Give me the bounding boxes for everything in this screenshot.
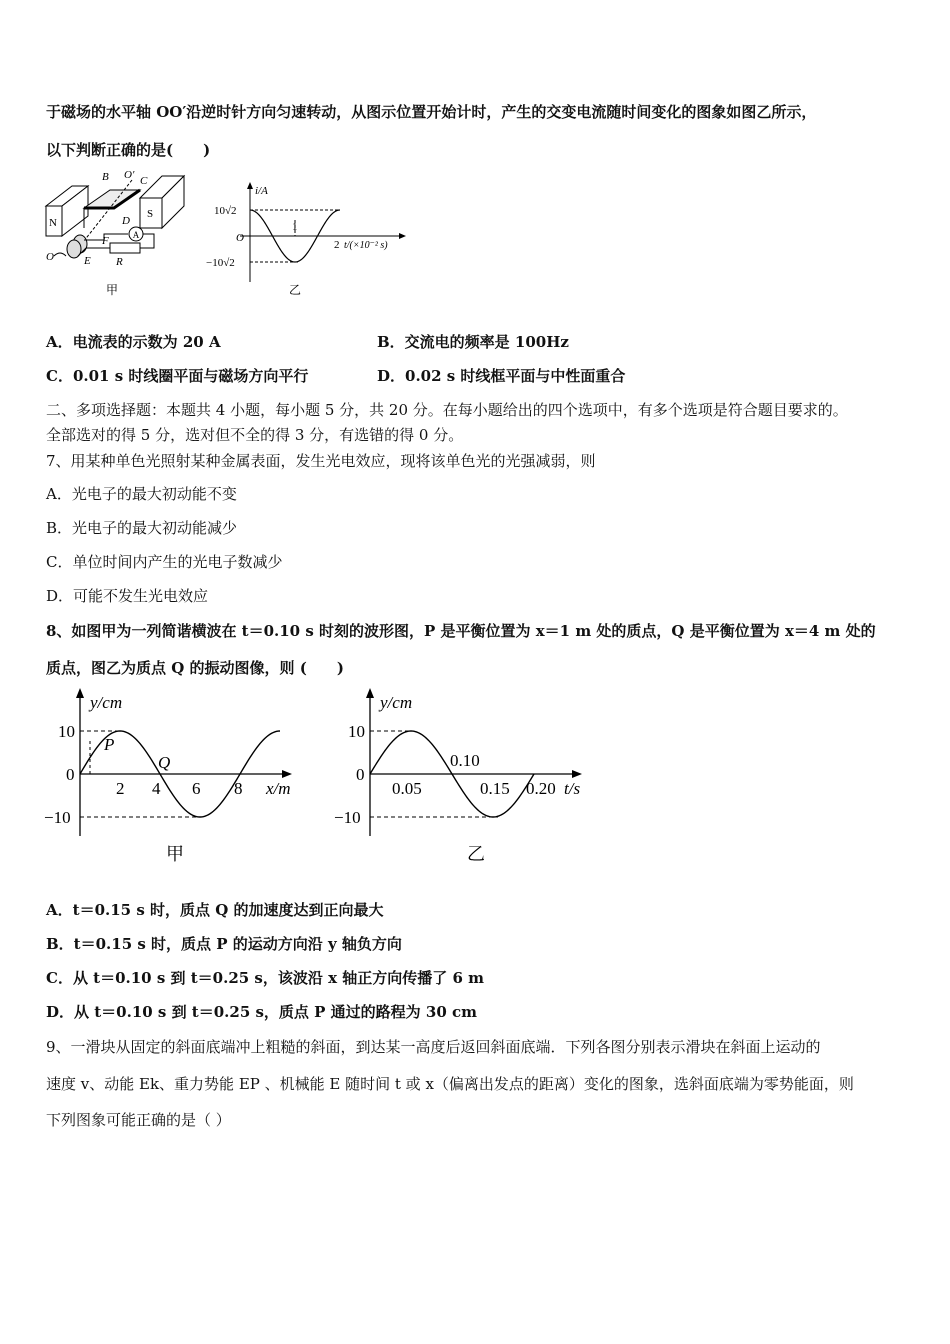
q6-option-a: A．电流表的示数为 20 A <box>46 333 221 351</box>
ytick-neg10: −10 <box>44 808 71 827</box>
q8-figure-vibration <box>330 686 600 866</box>
label-q: Q <box>158 753 171 772</box>
label-b: B <box>102 171 109 183</box>
ytick-0: 0 <box>356 765 365 784</box>
label-d: D <box>122 215 130 227</box>
q6-figure-current-graph <box>200 180 410 300</box>
y-axis-label: y/cm <box>90 693 123 712</box>
q6-option-c: C．0.01 s 时线圈平面与磁场方向平行 <box>46 367 309 385</box>
label-ammeter: A <box>132 230 140 240</box>
xtick-020: 0.20 <box>526 779 556 798</box>
label-f: F <box>102 235 109 247</box>
xtick-015: 0.15 <box>480 779 510 798</box>
q7-option-c: C．单位时间内产生的光电子数减少 <box>46 553 283 571</box>
origin-label: O <box>236 232 244 244</box>
q8-option-a: A．t＝0.15 s 时，质点 Q 的加速度达到正向最大 <box>46 901 384 919</box>
q6-option-b: B．交流电的频率是 100Hz <box>377 333 569 351</box>
section2-line2: 全部选对的得 5 分，选对但不全的得 3 分，有选错的得 0 分。 <box>46 426 464 444</box>
q6-stem-line2: 以下判断正确的是( ) <box>46 141 211 159</box>
xtick-2: 2 <box>334 239 340 251</box>
xtick-010: 0.10 <box>450 751 480 770</box>
ytick-0: 0 <box>66 765 75 784</box>
x-axis-label: t/(×10⁻² s) <box>344 240 388 251</box>
xtick-005: 0.05 <box>392 779 422 798</box>
q8-figure-wave <box>40 686 310 866</box>
caption-jia: 甲 <box>166 844 184 864</box>
ytick-bottom: −10√2 <box>206 257 235 269</box>
label-o-prime: O′ <box>124 169 135 181</box>
label-r: R <box>116 256 123 268</box>
caption-yi: 乙 <box>288 283 302 297</box>
q8-stem-line1: 8、如图甲为一列简谐横波在 t＝0.10 s 时刻的波形图，P 是平衡位置为 x＝1 m 处的质点，Q 是平衡位置为 x＝4 m 处的 <box>46 622 876 640</box>
xtick-2: 2 <box>116 779 125 798</box>
y-axis-label: i/A <box>255 185 268 197</box>
caption-jia: 甲 <box>105 283 119 297</box>
label-o: O <box>46 251 54 263</box>
xtick-4: 4 <box>152 779 161 798</box>
q8-option-b: B．t＝0.15 s 时，质点 P 的运动方向沿 y 轴负方向 <box>46 935 402 953</box>
label-e: E <box>84 255 91 267</box>
label-s: S <box>146 208 154 220</box>
label-p: P <box>104 735 115 754</box>
q9-stem-line3: 下列图象可能正确的是（ ） <box>46 1111 231 1129</box>
xtick-6: 6 <box>192 779 201 798</box>
q8-option-d: D．从 t＝0.10 s 到 t＝0.25 s，质点 P 通过的路程为 30 cm <box>46 1003 477 1021</box>
q7-option-d: D．可能不发生光电效应 <box>46 587 209 605</box>
q7-stem: 7、用某种单色光照射某种金属表面，发生光电效应，现将该单色光的光强减弱，则 <box>46 452 596 470</box>
x-axis-label: t/s <box>564 779 581 798</box>
xtick-1: 1 <box>292 221 298 233</box>
q9-stem-line1: 9、一滑块从固定的斜面底端冲上粗糙的斜面，到达某一高度后返回斜面底端．下列各图分别表示滑块在斜面上运动的 <box>46 1038 821 1056</box>
q6-option-d: D．0.02 s 时线框平面与中性面重合 <box>377 367 626 385</box>
q8-option-c: C．从 t＝0.10 s 到 t＝0.25 s，该波沿 x 轴正方向传播了 6 m <box>46 969 485 987</box>
ytick-10: 10 <box>58 722 75 741</box>
section2-line1: 二、多项选择题：本题共 4 小题，每小题 5 分，共 20 分。在每小题给出的四个选项中，有多个选项是符合题目要求的。 <box>46 401 848 419</box>
q6-figure-generator <box>44 168 194 298</box>
caption-yi: 乙 <box>467 844 485 864</box>
q9-stem-line2: 速度 v、动能 Ek、重力势能 EP 、机械能 E 随时间 t 或 x（偏离出发点的距离）变化的图象，选斜面底端为零势能面，则 <box>46 1075 854 1093</box>
y-axis-label: y/cm <box>380 693 413 712</box>
label-c: C <box>140 175 148 187</box>
xtick-8: 8 <box>234 779 243 798</box>
ytick-neg10: −10 <box>334 808 361 827</box>
ytick-top: 10√2 <box>214 205 237 217</box>
x-axis-label: x/m <box>266 779 291 798</box>
q6-stem-line1: 于磁场的水平轴 OO′沿逆时针方向匀速转动，从图示位置开始计时，产生的交变电流随时间变化的图象如图乙所示， <box>46 103 817 121</box>
q7-option-b: B．光电子的最大初动能减少 <box>46 519 238 537</box>
label-n: N <box>49 217 57 229</box>
ytick-10: 10 <box>348 722 365 741</box>
q8-stem-line2: 质点，图乙为质点 Q 的振动图像，则 ( ) <box>46 659 344 677</box>
q7-option-a: A．光电子的最大初动能不变 <box>46 485 237 503</box>
